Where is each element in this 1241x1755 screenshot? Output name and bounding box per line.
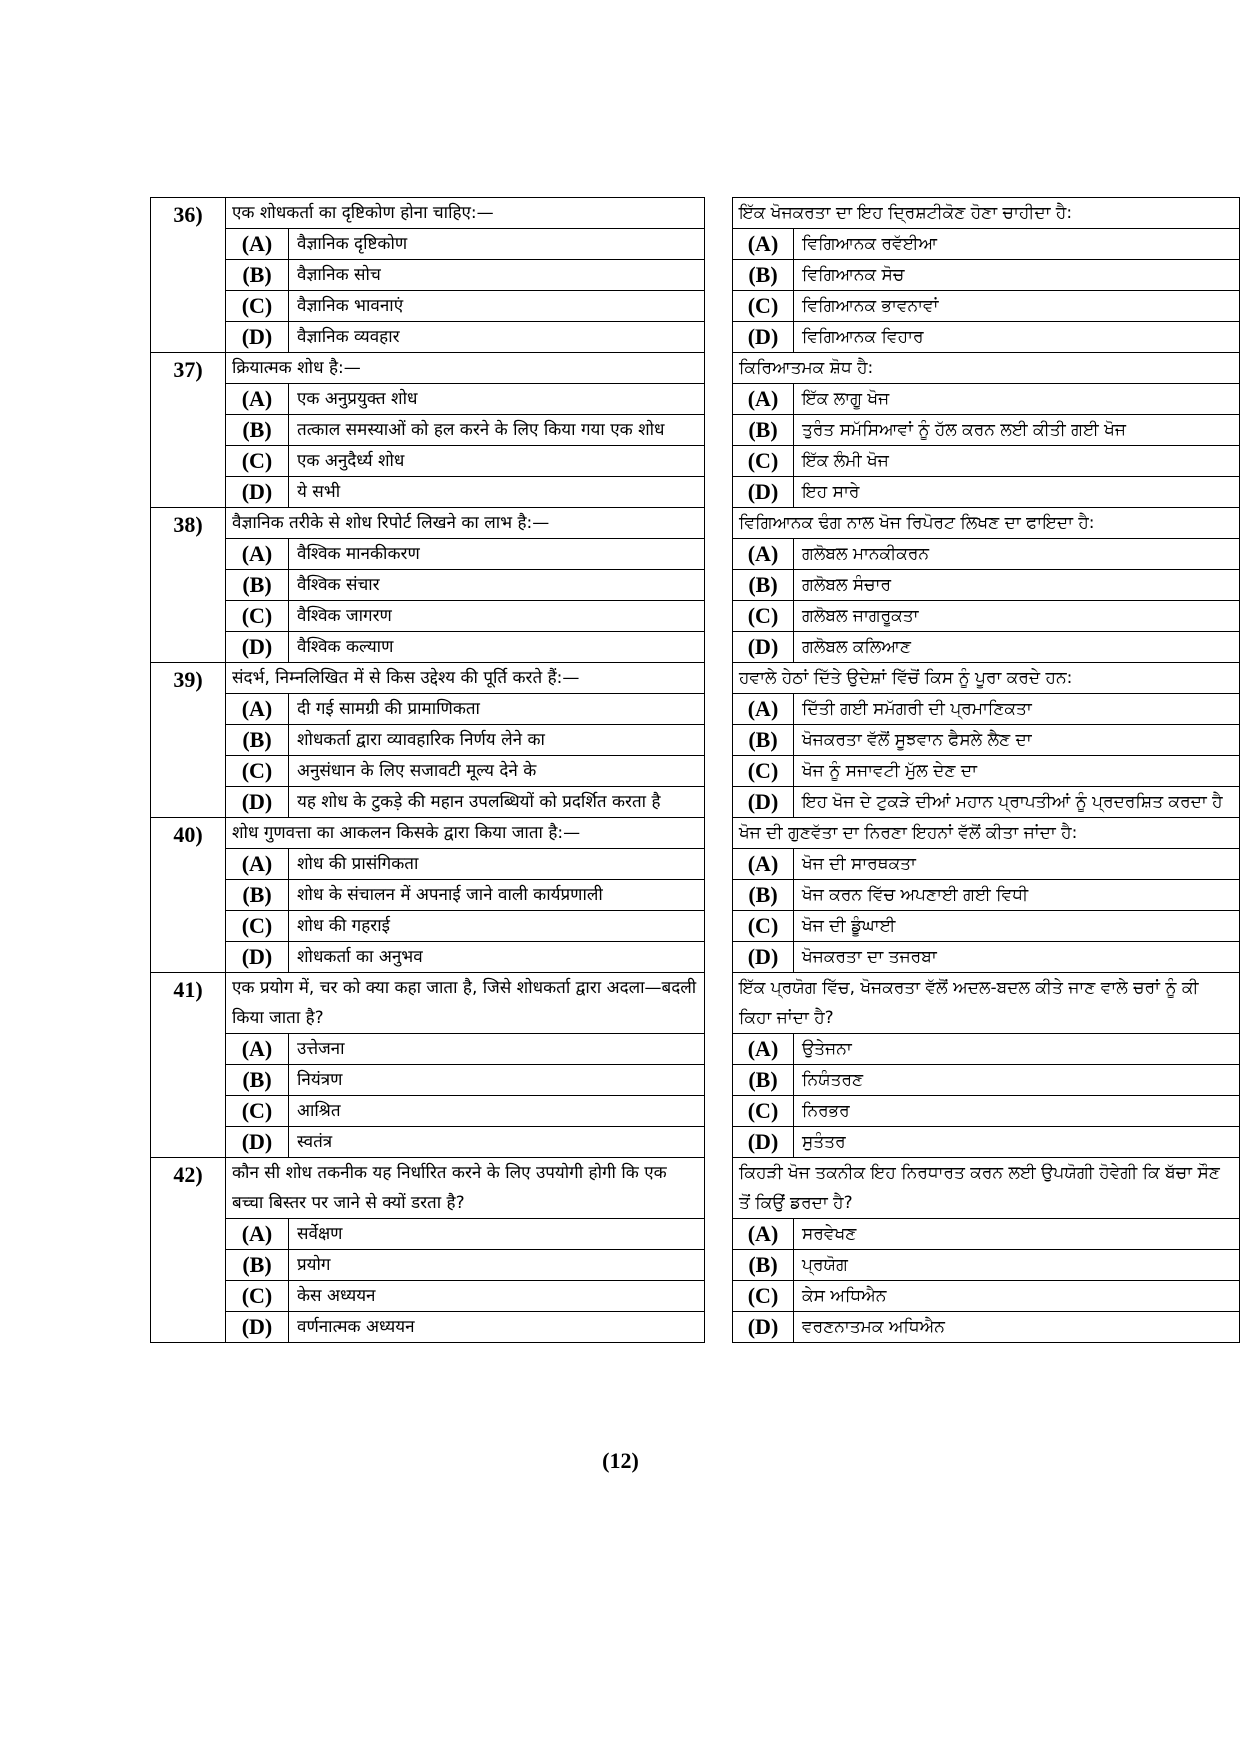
option-text-punjabi: ਖੋਜ ਕਰਨ ਵਿੱਚ ਅਪਣਾਈ ਗਈ ਵਿਧੀ bbox=[794, 880, 1240, 911]
option-text-hindi: शोध की प्रासंगिकता bbox=[289, 849, 705, 880]
option-text-hindi: एक अनुप्रयुक्त शोध bbox=[289, 384, 705, 415]
option-text-hindi: वैश्विक जागरण bbox=[289, 601, 705, 632]
option-text-punjabi: ਵਿਗਿਆਨਕ ਸੋਚ bbox=[794, 260, 1240, 291]
question-text-punjabi: ਕਿਰਿਆਤਮਕ ਸ਼ੋਧ ਹੈ: bbox=[733, 353, 1240, 384]
option-label: (D) bbox=[733, 1127, 794, 1158]
option-label: (B) bbox=[733, 415, 794, 446]
option-text-punjabi: ਖੋਜਕਰਤਾ ਦਾ ਤਜਰਬਾ bbox=[794, 942, 1240, 973]
question-text-punjabi: ਇੱਕ ਪ੍ਰਯੋਗ ਵਿੱਚ, ਖੋਜਕਰਤਾ ਵੱਲੋਂ ਅਦਲ-ਬਦਲ ਕੀਤੇ ਜਾਣ ਵਾਲੇ ਚਰਾਂ ਨੂੰ ਕੀ ਕਿਹਾ ਜਾਂਦਾ ਹੈ? bbox=[733, 973, 1240, 1034]
option-text-punjabi: ਵਰਣਨਾਤਮਕ ਅਧਿਐਨ bbox=[794, 1312, 1240, 1343]
question-stem-row bbox=[151, 508, 1240, 539]
question-text-hindi: एक शोधकर्ता का दृष्टिकोण होना चाहिए:— bbox=[226, 198, 705, 229]
question-stem-row bbox=[151, 1158, 1240, 1219]
question-text-hindi: शोध गुणवत्ता का आकलन किसके द्वारा किया जाता है:— bbox=[226, 818, 705, 849]
question-stem-row bbox=[151, 973, 1240, 1034]
option-label: (C) bbox=[733, 756, 794, 787]
option-label: (A) bbox=[733, 1034, 794, 1065]
option-text-punjabi: ਖੋਜ ਦੀ ਸਾਰਥਕਤਾ bbox=[794, 849, 1240, 880]
option-text-punjabi: ਇਹ ਖੋਜ ਦੇ ਟੁਕੜੇ ਦੀਆਂ ਮਹਾਨ ਪ੍ਰਾਪਤੀਆਂ ਨੂੰ ਪ੍ਰਦਰਸ਼ਿਤ ਕਰਦਾ ਹੈ bbox=[794, 787, 1240, 818]
option-label: (C) bbox=[226, 911, 289, 942]
option-row bbox=[151, 632, 1240, 663]
option-label: (D) bbox=[733, 477, 794, 508]
option-row bbox=[151, 415, 1240, 446]
option-row bbox=[151, 291, 1240, 322]
option-row bbox=[151, 1065, 1240, 1096]
option-row bbox=[151, 1034, 1240, 1065]
column-gap bbox=[705, 818, 733, 973]
option-row bbox=[151, 322, 1240, 353]
option-text-hindi: प्रयोग bbox=[289, 1250, 705, 1281]
option-label: (B) bbox=[226, 415, 289, 446]
question-text-punjabi: ਇੱਕ ਖੋਜਕਰਤਾ ਦਾ ਇਹ ਦ੍ਰਿਸ਼ਟੀਕੋਣ ਹੋਣਾ ਚਾਹੀਦਾ ਹੈ: bbox=[733, 198, 1240, 229]
option-label: (C) bbox=[226, 446, 289, 477]
option-text-hindi: वैज्ञानिक सोच bbox=[289, 260, 705, 291]
option-label: (B) bbox=[733, 1250, 794, 1281]
question-text-punjabi: ਵਿਗਿਆਨਕ ਢੰਗ ਨਾਲ ਖੋਜ ਰਿਪੋਰਟ ਲਿਖਣ ਦਾ ਫਾਇਦਾ ਹੈ: bbox=[733, 508, 1240, 539]
option-text-punjabi: ਵਿਗਿਆਨਕ ਵਿਹਾਰ bbox=[794, 322, 1240, 353]
option-text-hindi: ये सभी bbox=[289, 477, 705, 508]
option-row bbox=[151, 1127, 1240, 1158]
option-text-hindi: वैज्ञानिक भावनाएं bbox=[289, 291, 705, 322]
option-text-punjabi: ਦਿੱਤੀ ਗਈ ਸਮੱਗਰੀ ਦੀ ਪ੍ਰਮਾਣਿਕਤਾ bbox=[794, 694, 1240, 725]
option-row bbox=[151, 1312, 1240, 1343]
option-text-hindi: शोधकर्ता द्वारा व्यावहारिक निर्णय लेने का bbox=[289, 725, 705, 756]
option-row bbox=[151, 1096, 1240, 1127]
option-row bbox=[151, 911, 1240, 942]
option-label: (A) bbox=[226, 539, 289, 570]
option-label: (C) bbox=[733, 446, 794, 477]
question-stem-row bbox=[151, 818, 1240, 849]
option-row bbox=[151, 477, 1240, 508]
column-gap bbox=[705, 663, 733, 818]
question-number: 37) bbox=[151, 353, 226, 508]
option-row bbox=[151, 384, 1240, 415]
option-label: (B) bbox=[733, 260, 794, 291]
option-row bbox=[151, 787, 1240, 818]
option-row bbox=[151, 446, 1240, 477]
option-label: (A) bbox=[733, 384, 794, 415]
option-label: (C) bbox=[733, 291, 794, 322]
option-label: (D) bbox=[226, 942, 289, 973]
option-text-hindi: सर्वेक्षण bbox=[289, 1219, 705, 1250]
option-text-punjabi: ਪ੍ਰਯੋਗ bbox=[794, 1250, 1240, 1281]
option-label: (B) bbox=[226, 570, 289, 601]
option-label: (D) bbox=[226, 1312, 289, 1343]
column-gap bbox=[705, 1158, 733, 1343]
option-label: (D) bbox=[733, 632, 794, 663]
question-text-hindi: एक प्रयोग में, चर को क्या कहा जाता है, जिसे शोधकर्ता द्वारा अदला—बदली किया जाता है? bbox=[226, 973, 705, 1034]
option-row bbox=[151, 756, 1240, 787]
option-text-punjabi: ਖੋਜਕਰਤਾ ਵੱਲੋਂ ਸੂਝਵਾਨ ਫੈਸਲੇ ਲੈਣ ਦਾ bbox=[794, 725, 1240, 756]
option-text-hindi: वर्णनात्मक अध्ययन bbox=[289, 1312, 705, 1343]
option-row bbox=[151, 1281, 1240, 1312]
question-text-hindi: वैज्ञानिक तरीके से शोध रिपोर्ट लिखने का लाभ है:— bbox=[226, 508, 705, 539]
option-text-punjabi: ਸਰਵੇਖਣ bbox=[794, 1219, 1240, 1250]
option-label: (B) bbox=[226, 260, 289, 291]
option-text-hindi: केस अध्ययन bbox=[289, 1281, 705, 1312]
question-number: 41) bbox=[151, 973, 226, 1158]
option-text-hindi: वैश्विक मानकीकरण bbox=[289, 539, 705, 570]
option-label: (B) bbox=[226, 725, 289, 756]
option-text-hindi: स्वतंत्र bbox=[289, 1127, 705, 1158]
option-label: (D) bbox=[733, 942, 794, 973]
option-row bbox=[151, 260, 1240, 291]
option-label: (C) bbox=[226, 291, 289, 322]
option-text-hindi: अनुसंधान के लिए सजावटी मूल्य देने के bbox=[289, 756, 705, 787]
question-text-hindi: संदर्भ, निम्नलिखित में से किस उद्देश्य की पूर्ति करते हैं:— bbox=[226, 663, 705, 694]
column-gap bbox=[705, 353, 733, 508]
option-text-hindi: तत्काल समस्याओं को हल करने के लिए किया गया एक शोध bbox=[289, 415, 705, 446]
option-row bbox=[151, 880, 1240, 911]
option-row bbox=[151, 1250, 1240, 1281]
question-stem-row bbox=[151, 663, 1240, 694]
question-number: 39) bbox=[151, 663, 226, 818]
question-text-punjabi: ਕਿਹੜੀ ਖੋਜ ਤਕਨੀਕ ਇਹ ਨਿਰਧਾਰਤ ਕਰਨ ਲਈ ਉਪਯੋਗੀ ਹੋਵੇਗੀ ਕਿ ਬੱਚਾ ਸੌਣ ਤੋਂ ਕਿਉਂ ਡਰਦਾ ਹੈ? bbox=[733, 1158, 1240, 1219]
option-label: (D) bbox=[226, 477, 289, 508]
option-text-punjabi: ਸੁਤੰਤਰ bbox=[794, 1127, 1240, 1158]
option-text-hindi: दी गई सामग्री की प्रामाणिकता bbox=[289, 694, 705, 725]
option-text-punjabi: ਉਤੇਜਨਾ bbox=[794, 1034, 1240, 1065]
column-gap bbox=[705, 973, 733, 1158]
option-text-hindi: नियंत्रण bbox=[289, 1065, 705, 1096]
option-text-hindi: वैज्ञानिक दृष्टिकोण bbox=[289, 229, 705, 260]
option-text-punjabi: ਖੋਜ ਦੀ ਡੂੰਘਾਈ bbox=[794, 911, 1240, 942]
option-label: (A) bbox=[226, 1034, 289, 1065]
question-text-hindi: क्रियात्मक शोध है:— bbox=[226, 353, 705, 384]
page-number: (12) bbox=[602, 1448, 639, 1473]
option-text-punjabi: ਵਿਗਿਆਨਕ ਰਵੱਈਆ bbox=[794, 229, 1240, 260]
option-label: (B) bbox=[226, 1250, 289, 1281]
option-text-hindi: वैश्विक संचार bbox=[289, 570, 705, 601]
option-text-punjabi: ਇਹ ਸਾਰੇ bbox=[794, 477, 1240, 508]
option-row bbox=[151, 694, 1240, 725]
option-text-punjabi: ਗਲੋਬਲ ਕਲਿਆਣ bbox=[794, 632, 1240, 663]
option-label: (A) bbox=[733, 849, 794, 880]
option-label: (A) bbox=[733, 694, 794, 725]
option-text-punjabi: ਵਿਗਿਆਨਕ ਭਾਵਨਾਵਾਂ bbox=[794, 291, 1240, 322]
option-label: (B) bbox=[733, 725, 794, 756]
option-text-punjabi: ਕੇਸ ਅਧਿਐਨ bbox=[794, 1281, 1240, 1312]
option-text-hindi: आश्रित bbox=[289, 1096, 705, 1127]
option-row bbox=[151, 229, 1240, 260]
option-text-punjabi: ਗਲੋਬਲ ਮਾਨਕੀਕਰਨ bbox=[794, 539, 1240, 570]
option-text-punjabi: ਇੱਕ ਲੰਮੀ ਖੋਜ bbox=[794, 446, 1240, 477]
option-label: (C) bbox=[226, 601, 289, 632]
option-text-punjabi: ਇੱਕ ਲਾਗੂ ਖੋਜ bbox=[794, 384, 1240, 415]
option-label: (B) bbox=[733, 1065, 794, 1096]
option-label: (D) bbox=[226, 1127, 289, 1158]
option-text-hindi: उत्तेजना bbox=[289, 1034, 705, 1065]
option-row bbox=[151, 1219, 1240, 1250]
option-label: (A) bbox=[733, 539, 794, 570]
option-text-hindi: शोध के संचालन में अपनाई जाने वाली कार्यप्रणाली bbox=[289, 880, 705, 911]
column-gap bbox=[705, 198, 733, 353]
option-label: (D) bbox=[226, 322, 289, 353]
question-stem-row bbox=[151, 353, 1240, 384]
column-gap bbox=[705, 508, 733, 663]
option-text-punjabi: ਗਲੋਬਲ ਸੰਚਾਰ bbox=[794, 570, 1240, 601]
option-label: (D) bbox=[733, 1312, 794, 1343]
option-text-hindi: शोधकर्ता का अनुभव bbox=[289, 942, 705, 973]
option-label: (B) bbox=[226, 1065, 289, 1096]
option-label: (A) bbox=[733, 229, 794, 260]
option-label: (A) bbox=[226, 384, 289, 415]
option-label: (A) bbox=[733, 1219, 794, 1250]
question-table bbox=[150, 197, 1240, 1343]
question-number: 40) bbox=[151, 818, 226, 973]
question-text-punjabi: ਹਵਾਲੇ ਹੇਠਾਂ ਦਿੱਤੇ ਉਦੇਸ਼ਾਂ ਵਿੱਚੋਂ ਕਿਸ ਨੂੰ ਪੂਰਾ ਕਰਦੇ ਹਨ: bbox=[733, 663, 1240, 694]
option-label: (A) bbox=[226, 849, 289, 880]
option-row bbox=[151, 601, 1240, 632]
option-text-hindi: शोध की गहराई bbox=[289, 911, 705, 942]
question-number: 36) bbox=[151, 198, 226, 353]
option-text-hindi: एक अनुदैर्ध्य शोध bbox=[289, 446, 705, 477]
question-stem-row bbox=[151, 198, 1240, 229]
option-row bbox=[151, 725, 1240, 756]
question-text-punjabi: ਖੋਜ ਦੀ ਗੁਣਵੱਤਾ ਦਾ ਨਿਰਣਾ ਇਹਨਾਂ ਵੱਲੋਂ ਕੀਤਾ ਜਾਂਦਾ ਹੈ: bbox=[733, 818, 1240, 849]
option-label: (C) bbox=[226, 1096, 289, 1127]
option-label: (D) bbox=[226, 632, 289, 663]
question-text-hindi: कौन सी शोध तकनीक यह निर्धारित करने के लिए उपयोगी होगी कि एक बच्चा बिस्तर पर जाने से क्यों डरता है? bbox=[226, 1158, 705, 1219]
option-label: (C) bbox=[226, 756, 289, 787]
option-row bbox=[151, 849, 1240, 880]
option-label: (C) bbox=[733, 911, 794, 942]
option-text-hindi: यह शोध के टुकड़े की महान उपलब्धियों को प्रदर्शित करता है bbox=[289, 787, 705, 818]
option-label: (B) bbox=[226, 880, 289, 911]
option-label: (C) bbox=[226, 1281, 289, 1312]
question-number: 38) bbox=[151, 508, 226, 663]
option-row bbox=[151, 942, 1240, 973]
option-text-punjabi: ਤੁਰੰਤ ਸਮੱਸਿਆਵਾਂ ਨੂੰ ਹੱਲ ਕਰਨ ਲਈ ਕੀਤੀ ਗਈ ਖੋਜ bbox=[794, 415, 1240, 446]
option-label: (B) bbox=[733, 570, 794, 601]
option-text-hindi: वैश्विक कल्याण bbox=[289, 632, 705, 663]
option-text-punjabi: ਨਿਰਭਰ bbox=[794, 1096, 1240, 1127]
question-number: 42) bbox=[151, 1158, 226, 1343]
option-label: (A) bbox=[226, 1219, 289, 1250]
option-text-punjabi: ਨਿਯੰਤਰਣ bbox=[794, 1065, 1240, 1096]
option-text-hindi: वैज्ञानिक व्यवहार bbox=[289, 322, 705, 353]
option-text-punjabi: ਖੋਜ ਨੂੰ ਸਜਾਵਟੀ ਮੁੱਲ ਦੇਣ ਦਾ bbox=[794, 756, 1240, 787]
option-label: (D) bbox=[733, 322, 794, 353]
option-label: (B) bbox=[733, 880, 794, 911]
option-text-punjabi: ਗਲੋਬਲ ਜਾਗਰੂਕਤਾ bbox=[794, 601, 1240, 632]
option-label: (C) bbox=[733, 1096, 794, 1127]
option-label: (D) bbox=[733, 787, 794, 818]
option-label: (A) bbox=[226, 229, 289, 260]
option-label: (C) bbox=[733, 601, 794, 632]
option-label: (A) bbox=[226, 694, 289, 725]
option-row bbox=[151, 570, 1240, 601]
option-row bbox=[151, 539, 1240, 570]
option-label: (D) bbox=[226, 787, 289, 818]
option-label: (C) bbox=[733, 1281, 794, 1312]
